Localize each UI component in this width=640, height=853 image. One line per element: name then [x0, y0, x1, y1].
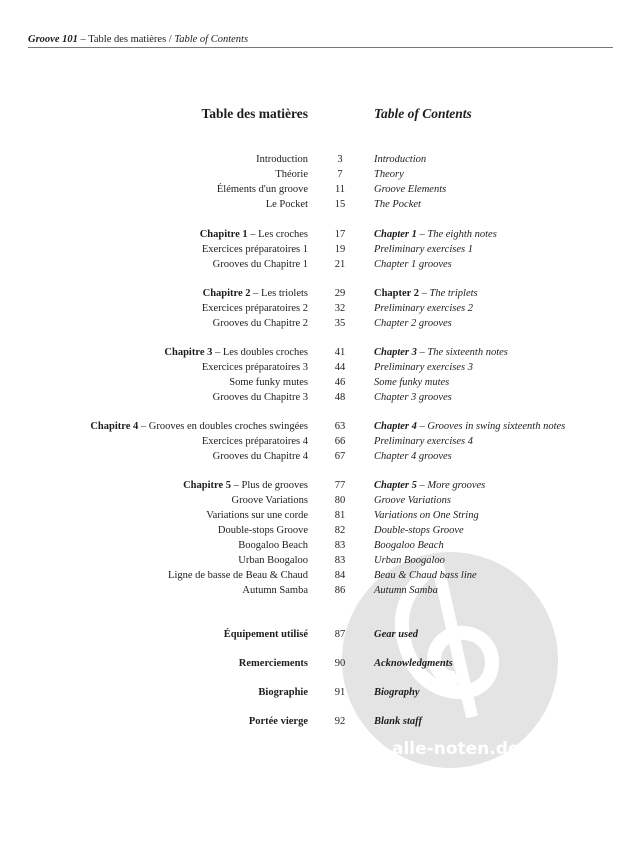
entry-fr	[202, 301, 308, 316]
entry-fr	[200, 227, 308, 242]
entry-fr-bold: Remerciements	[238, 658, 308, 669]
entry-fr	[224, 627, 308, 642]
entry-en	[374, 553, 445, 568]
entry-en-bold: Gear used	[374, 629, 419, 640]
entry-en-text: Urban Boogaloo	[374, 555, 445, 566]
entry-en-text: – The eighth notes	[416, 229, 497, 240]
entry-fr-text: – Grooves en doubles croches swingées	[138, 421, 308, 432]
entry-en-text: – Grooves in swing sixteenth notes	[416, 421, 566, 432]
header-fr: Table des matières	[88, 34, 167, 45]
entry-fr-bold: Chapitre 4	[90, 421, 139, 432]
entry-en-text: Variations on One String	[374, 510, 479, 521]
entry-fr-text: – Les croches	[247, 229, 308, 240]
toc-entry[interactable]	[0, 449, 640, 464]
entry-fr	[183, 478, 308, 493]
entry-fr	[202, 434, 308, 449]
entry-en	[374, 523, 464, 538]
entry-fr	[213, 316, 308, 331]
entry-en	[374, 316, 452, 331]
entry-page-number: 86	[334, 585, 346, 596]
entry-fr-text: Exercices préparatoires 1	[201, 244, 308, 255]
entry-en-text: Boogaloo Beach	[374, 540, 444, 551]
entry-fr-bold: Chapitre 2	[202, 288, 251, 299]
toc-entry[interactable]	[0, 316, 640, 331]
entry-page-number: 32	[334, 303, 346, 314]
entry-fr	[168, 568, 308, 583]
entry-page-number: 11	[334, 184, 346, 195]
entry-page-number: 80	[334, 495, 346, 506]
entry-page-number: 29	[334, 288, 346, 299]
running-header	[28, 34, 248, 45]
entry-en	[374, 478, 485, 493]
entry-fr	[90, 419, 308, 434]
entry-fr	[258, 685, 308, 700]
entry-page-number: 19	[334, 244, 346, 255]
toc-entry[interactable]	[0, 627, 640, 642]
entry-en-bold: Chapter 5	[374, 480, 417, 491]
entry-fr	[202, 242, 308, 257]
entry-fr-text: Exercices préparatoires 2	[201, 303, 308, 314]
header-rule	[28, 47, 613, 48]
entry-en	[374, 627, 418, 642]
entry-page-number: 67	[334, 451, 346, 462]
entry-fr	[238, 538, 308, 553]
title-fr: Table des matières	[201, 106, 308, 121]
entry-page-number: 83	[334, 555, 346, 566]
entry-en	[374, 257, 452, 272]
toc-entry[interactable]	[0, 360, 640, 375]
entry-en-text: Preliminary exercises 3	[374, 362, 473, 373]
entry-en-text: – The sixteenth notes	[416, 347, 508, 358]
toc-entry[interactable]	[0, 568, 640, 583]
toc-entry[interactable]	[0, 375, 640, 390]
entry-page-number: 17	[334, 229, 346, 240]
entry-en	[374, 360, 473, 375]
toc-entry[interactable]	[0, 182, 640, 197]
entry-fr-text: Boogaloo Beach	[238, 540, 308, 551]
entry-fr-text: Grooves du Chapitre 1	[212, 259, 308, 270]
entry-fr	[266, 197, 308, 212]
entry-en-text: Preliminary exercises 2	[374, 303, 473, 314]
entry-en	[374, 242, 473, 257]
toc-entry[interactable]	[0, 167, 640, 182]
entry-en	[374, 434, 473, 449]
entry-fr-text: – Les triolets	[250, 288, 308, 299]
toc-entry[interactable]	[0, 478, 640, 493]
entry-en-text: Chapter 1 grooves	[374, 259, 452, 270]
entry-page-number: 21	[334, 259, 346, 270]
toc-entry[interactable]	[0, 419, 640, 434]
toc-entry[interactable]	[0, 553, 640, 568]
entry-fr-bold: Chapitre 5	[183, 480, 231, 491]
entry-fr-text: Some funky mutes	[229, 377, 308, 388]
entry-en	[374, 419, 565, 434]
entry-fr	[242, 583, 308, 598]
entry-en-bold: Biography	[374, 687, 420, 698]
entry-en-text: – More grooves	[416, 480, 486, 491]
entry-page-number: 48	[334, 392, 346, 403]
toc-entry[interactable]	[0, 197, 640, 212]
entry-page-number: 63	[334, 421, 346, 432]
entry-fr-text: Grooves du Chapitre 2	[212, 318, 308, 329]
entry-fr	[249, 714, 308, 729]
entry-fr-bold: Biographie	[258, 687, 308, 698]
toc-entry[interactable]	[0, 656, 640, 671]
entry-en	[374, 538, 444, 553]
entry-fr-bold: Portée vierge	[248, 716, 308, 727]
entry-en-text: Groove Variations	[374, 495, 451, 506]
entry-page-number: 82	[334, 525, 346, 536]
entry-fr-text: Urban Boogaloo	[238, 555, 308, 566]
entry-fr-text: Introduction	[256, 154, 308, 165]
toc-entry[interactable]	[0, 345, 640, 360]
entry-page-number: 84	[334, 570, 346, 581]
entry-en	[374, 167, 404, 182]
entry-fr-text: Variations sur une corde	[206, 510, 308, 521]
toc-entry[interactable]	[0, 152, 640, 167]
entry-fr	[203, 286, 308, 301]
entry-page-number: 92	[334, 716, 346, 727]
entry-fr	[202, 360, 308, 375]
entry-en-bold: Chapter 4	[374, 421, 417, 432]
entry-en	[374, 583, 438, 598]
entry-en	[374, 182, 446, 197]
entry-en	[374, 286, 478, 301]
entry-en	[374, 449, 452, 464]
entry-en-text: Introduction	[374, 154, 427, 165]
entry-fr-bold: Équipement utilisé	[223, 629, 308, 640]
toc-entry[interactable]	[0, 538, 640, 553]
entry-en-text: Beau & Chaud bass line	[374, 570, 477, 581]
entry-en-text: – The triplets	[419, 288, 478, 299]
title-en: Table of Contents	[374, 106, 472, 121]
entry-fr-bold: Chapitre 3	[164, 347, 213, 358]
entry-fr-text: Théorie	[275, 169, 308, 180]
entry-page-number: 77	[334, 480, 346, 491]
toc-entry[interactable]	[0, 523, 640, 538]
toc-entry[interactable]	[0, 434, 640, 449]
entry-fr-text: Groove Variations	[231, 495, 308, 506]
entry-en-text: Double-stops Groove	[374, 525, 464, 536]
entry-fr	[217, 182, 308, 197]
toc-entry[interactable]	[0, 242, 640, 257]
header-separator: –	[77, 34, 89, 45]
entry-en	[374, 227, 497, 242]
entry-fr-text: Grooves du Chapitre 4	[212, 451, 308, 462]
entry-page-number: 83	[334, 540, 346, 551]
entry-page-number: 7	[337, 169, 343, 180]
toc-entry[interactable]	[0, 227, 640, 242]
entry-page-number: 91	[334, 687, 346, 698]
entry-fr	[213, 449, 308, 464]
entry-fr-text: Double-stops Groove	[217, 525, 308, 536]
watermark-text: alle-noten.de	[392, 739, 520, 759]
entry-en	[374, 568, 477, 583]
entry-page-number: 3	[337, 154, 343, 165]
entry-page-number: 46	[334, 377, 346, 388]
entry-fr	[275, 167, 308, 182]
entry-fr-text: Exercices préparatoires 4	[201, 436, 308, 447]
entry-fr	[256, 152, 308, 167]
toc-entry[interactable]	[0, 286, 640, 301]
entry-en-text: Autumn Samba	[374, 585, 438, 596]
entry-fr	[238, 553, 308, 568]
entry-fr-text: – Plus de grooves	[231, 480, 308, 491]
entry-page-number: 81	[334, 510, 346, 521]
entry-fr-text: Éléments d'un groove	[216, 184, 308, 195]
entry-en-text: Chapter 3 grooves	[374, 392, 452, 403]
toc-entry[interactable]	[0, 301, 640, 316]
entry-en-bold: Chapter 3	[374, 347, 417, 358]
entry-en	[374, 714, 422, 729]
entry-en-text: Chapter 2 grooves	[374, 318, 452, 329]
entry-fr-text: – Les doubles croches	[212, 347, 308, 358]
entry-en	[374, 508, 479, 523]
entry-en-text: Some funky mutes	[374, 377, 450, 388]
entry-en	[374, 685, 420, 700]
entry-en	[374, 390, 452, 405]
entry-en	[374, 656, 453, 671]
entry-fr	[206, 508, 308, 523]
entry-page-number: 44	[334, 362, 346, 373]
header-slash: /	[166, 34, 175, 45]
entry-en-bold: Blank staff	[374, 716, 422, 727]
toc-entry[interactable]	[0, 390, 640, 405]
entry-en-text: Theory	[374, 169, 404, 180]
entry-fr	[232, 493, 309, 508]
entry-en-text: Preliminary exercises 1	[374, 244, 473, 255]
entry-fr	[229, 375, 308, 390]
entry-en	[374, 375, 449, 390]
toc-entry[interactable]	[0, 508, 640, 523]
entry-fr-text: Ligne de basse de Beau & Chaud	[168, 570, 308, 581]
entry-en	[374, 152, 426, 167]
entry-fr	[239, 656, 308, 671]
entry-fr-text: Autumn Samba	[242, 585, 308, 596]
entry-fr-bold: Chapitre 1	[199, 229, 248, 240]
entry-fr-text: Exercices préparatoires 3	[201, 362, 308, 373]
entry-page-number: 90	[334, 658, 346, 669]
entry-en	[374, 493, 451, 508]
toc-entry[interactable]	[0, 257, 640, 272]
entry-page-number: 15	[334, 199, 346, 210]
entry-en-text: Chapter 4 grooves	[374, 451, 452, 462]
toc-entry[interactable]	[0, 685, 640, 700]
entry-en-text: Preliminary exercises 4	[374, 436, 473, 447]
header-en: Table of Contents	[174, 34, 249, 45]
entry-page-number: 35	[334, 318, 346, 329]
entry-page-number: 41	[334, 347, 346, 358]
entry-page-number: 66	[334, 436, 346, 447]
entry-en-bold: Chapter 1	[374, 229, 417, 240]
entry-en	[374, 301, 473, 316]
entry-fr	[213, 257, 308, 272]
entry-fr	[164, 345, 308, 360]
entry-page-number: 87	[334, 629, 346, 640]
entry-en-bold: Acknowledgments	[374, 658, 453, 669]
entry-fr-text: Le Pocket	[265, 199, 308, 210]
header-book-title: Groove 101	[28, 34, 78, 45]
entry-en-text: Groove Elements	[374, 184, 447, 195]
toc-entry[interactable]	[0, 714, 640, 729]
toc-entry[interactable]	[0, 583, 640, 598]
entry-en-bold: Chapter 2	[374, 288, 420, 299]
entry-fr	[213, 390, 308, 405]
entry-fr-text: Grooves du Chapitre 3	[212, 392, 308, 403]
entry-en	[374, 345, 508, 360]
entry-en-text: The Pocket	[374, 199, 421, 210]
toc-entry[interactable]	[0, 493, 640, 508]
entry-fr	[218, 523, 308, 538]
entry-en	[374, 197, 421, 212]
